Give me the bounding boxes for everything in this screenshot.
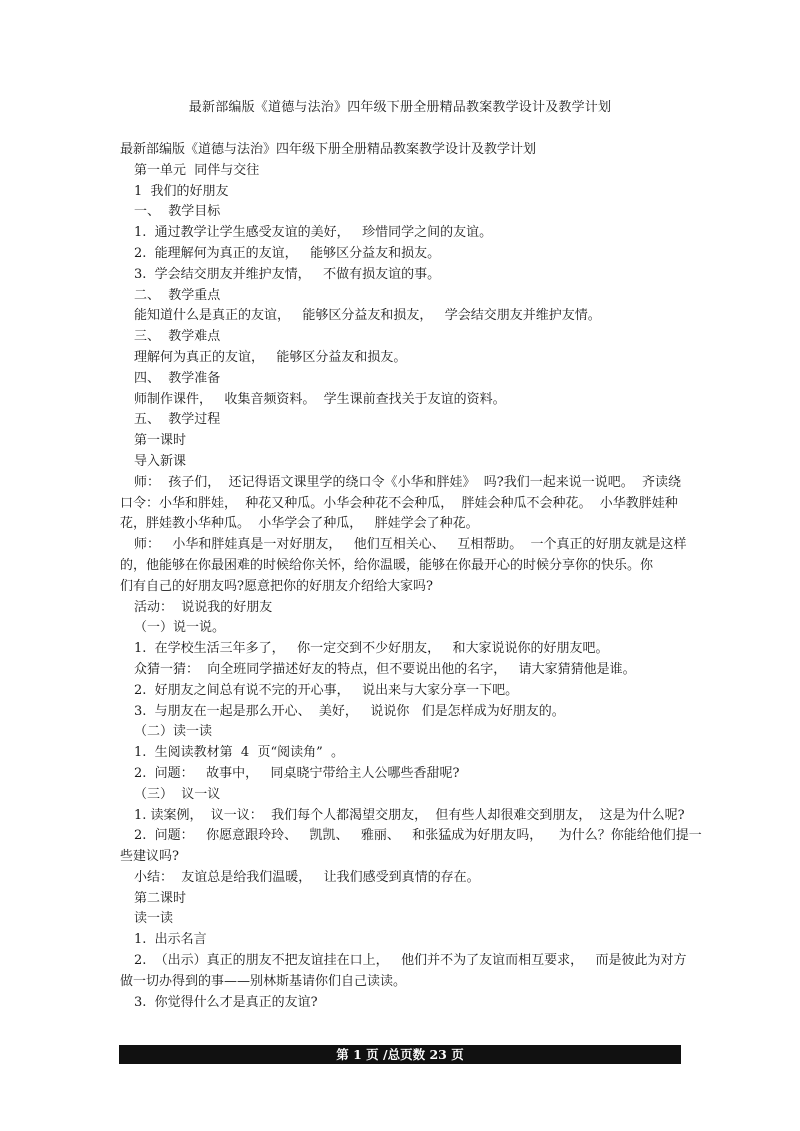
text-line: 1. 出示名言 xyxy=(134,932,207,948)
text-line: 第二课时 xyxy=(134,890,187,906)
text-line: 能知道什么是真正的友谊， 能够区分益友和损友， 学会结交朋友并维护友情。 xyxy=(134,308,601,324)
text-line: 师： 孩子们， 还记得语文课里学的绕口令《小华和胖娃》 吗?我们一起来说一说吧。 齐读绕 xyxy=(134,474,682,490)
text-line: 第一课时 xyxy=(134,433,187,449)
text-line: 第一单元 同伴与交往 xyxy=(134,162,260,178)
text-line: 2. 好朋友之间总有说不完的开心事， 说出来与大家分享一下吧。 xyxy=(134,682,519,698)
text-line: 2. （出示）真正的朋友不把友谊挂在口上， 他们并不为了友谊而相互要求， 而是彼此为对方 xyxy=(134,953,687,969)
text-line: 3. 与朋友在一起是那么开心、 美好， 说说你 们是怎样成为好朋友的。 xyxy=(134,703,565,719)
text-line: 1. 在学校生活三年多了， 你一定交到不少好朋友， 和大家说说你的好朋友吧。 xyxy=(134,641,609,657)
page-header-title: 最新部编版《道德与法治》四年级下册全册精品教案教学设计及教学计划 xyxy=(188,100,612,115)
text-line: 读一读 xyxy=(134,911,174,927)
text-line: 活动： 说说我的好朋友 xyxy=(134,599,273,615)
text-line: 众猜一猜： 向全班同学描述好友的特点，但不要说出他的名字， 请大家猜猜他是谁。 xyxy=(134,661,636,677)
text-line: 师： 小华和胖娃真是一对好朋友， 他们互相关心、 互相帮助。 一个真正的好朋友就是这样 xyxy=(134,537,687,553)
text-line: 2. 问题： 你愿意跟玲玲、 凯凯、 雅丽、 和张猛成为好朋友吗， 为什么？你能给他们提一 xyxy=(134,828,702,844)
text-line: （三） 议一议 xyxy=(134,786,221,802)
text-line: 2. 问题： 故事中， 同桌晓宁带给主人公哪些香甜呢? xyxy=(134,765,460,781)
text-line: 3. 你觉得什么才是真正的友谊? xyxy=(134,994,318,1010)
text-line: 小结： 友谊总是给我们温暖， 让我们感受到真情的存在。 xyxy=(134,869,480,885)
text-line: 1 我们的好朋友 xyxy=(134,183,229,199)
text-line: 1. 生阅读教材第 4 页“阅读角” 。 xyxy=(134,745,345,761)
text-line: 三、 教学难点 xyxy=(134,329,221,345)
text-line: 2. 能理解何为真正的友谊， 能够区分益友和损友。 xyxy=(134,245,441,261)
document-body xyxy=(120,140,702,1013)
text-line: （一）说一说。 xyxy=(134,620,226,636)
text-line: 的，他能够在你最困难的时候给你关怀，给你温暖，能够在你最开心的时候分享你的快乐。你 xyxy=(120,557,654,573)
text-line: 导入新课 xyxy=(134,453,187,469)
text-line: 理解何为真正的友谊， 能够区分益友和损友。 xyxy=(134,349,407,365)
text-line: 些建议吗? xyxy=(120,849,179,865)
text-line: 们有自己的好朋友吗?愿意把你的好朋友介绍给大家吗? xyxy=(120,578,433,594)
text-line: 1. 读案例， 议一议： 我们每个人都渴望交朋友， 但有些人却很难交到朋友， 这是为什么呢? xyxy=(134,807,685,823)
text-line: 师制作课件， 收集音频资料。 学生课前查找关于友谊的资料。 xyxy=(134,391,506,407)
text-line: 五、 教学过程 xyxy=(134,412,221,428)
text-line: 3. 学会结交朋友并维护友情， 不做有损友谊的事。 xyxy=(134,266,441,282)
text-line: 做一切办得到的事——别林斯基请你们自己读读。 xyxy=(120,973,407,989)
text-line: 一、 教学目标 xyxy=(134,204,221,220)
text-line: 最新部编版《道德与法治》四年级下册全册精品教案教学设计及教学计划 xyxy=(120,142,537,157)
text-line: 二、 教学重点 xyxy=(134,287,221,303)
text-line: （二）读一读 xyxy=(134,724,213,740)
text-line: 四、 教学准备 xyxy=(134,370,221,386)
text-line: 花，胖娃教小华种瓜。 小华学会了种瓜， 胖娃学会了种花。 xyxy=(120,516,479,532)
text-line: 1. 通过教学让学生感受友谊的美好， 珍惜同学之间的友谊。 xyxy=(134,225,493,241)
text-line: 口令：小华和胖娃， 种花又种瓜。小华会种花不会种瓜， 胖娃会种瓜不会种花。 小华教胖娃种 xyxy=(120,495,678,511)
page-footer: 第 1 页 /总页数 23 页 xyxy=(119,1045,681,1064)
